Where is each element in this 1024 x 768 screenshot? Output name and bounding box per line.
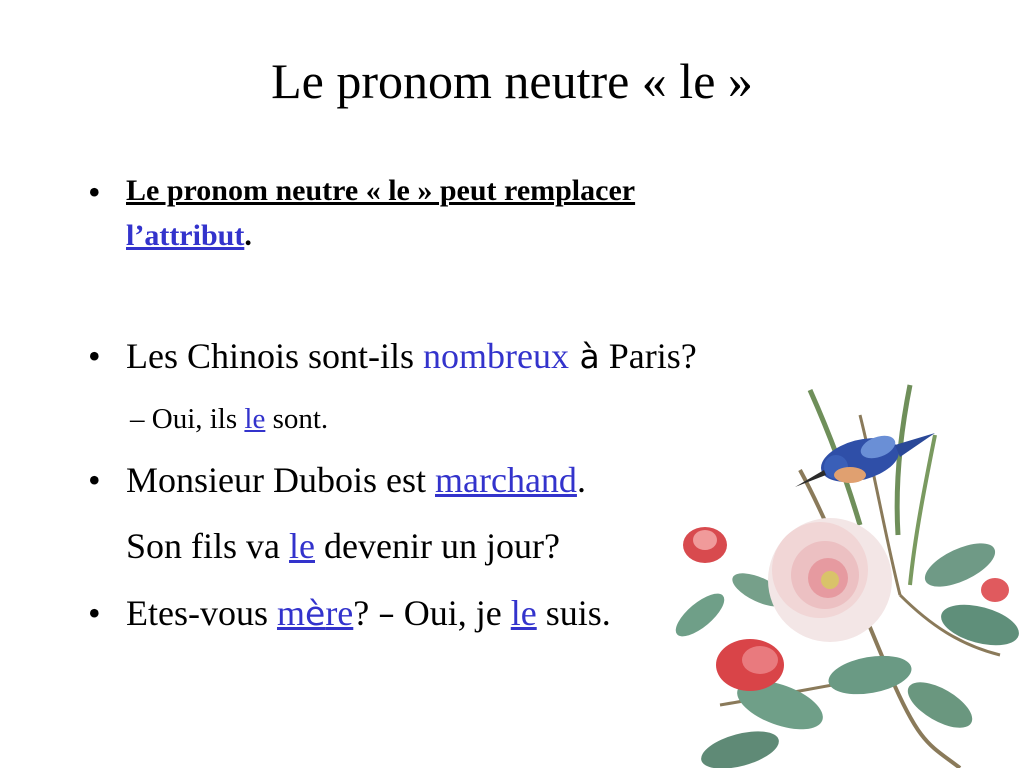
attribut-link[interactable]: l’attribut [126,219,245,252]
bullet-marker: • [88,460,101,500]
link-part: re [325,593,354,633]
text-segment: sont. [265,403,329,435]
bullet-continuation [126,522,560,570]
text-segment: Oui, ils [144,403,245,435]
text-segment: Les Chinois sont-ils [126,336,424,376]
bullet-marker: • [88,336,101,376]
dash: – [378,594,395,633]
bullet-text [126,589,611,638]
text-segment: ? [353,593,379,633]
text-segment: Monsieur Dubois est [126,460,435,500]
bird-and-peony-painting [660,375,1024,768]
text-segment: Paris? [599,336,697,376]
bullet-text [126,332,697,381]
slide-title: Le pronom neutre « le » [271,53,753,109]
link-part: è [305,594,326,633]
text-segment: devenir un jour? [315,526,560,566]
marchand-link[interactable]: marchand [435,460,577,500]
le-link[interactable]: le [289,526,315,566]
text-segment: . [576,460,586,500]
text-segment: Son fils va [126,526,290,566]
text-segment: Oui, je [394,593,511,633]
bullet-text [126,168,635,258]
bullet-marker: • [88,172,101,212]
link-part: m [276,593,305,633]
le-link[interactable]: le [244,403,266,435]
sub-bullet-answer-1 [130,400,328,438]
text-segment: Etes-vous [126,593,277,633]
sub-bullet-marker: – [130,403,145,435]
mere-link[interactable] [277,593,353,633]
highlight-word: nombreux [423,336,569,376]
period: . [244,219,252,252]
bullet-text [126,456,586,504]
bullet-marker: • [88,593,101,633]
le-link[interactable]: le [510,593,537,633]
rule-statement: Le pronom neutre « le » peut remplacer [126,174,636,207]
rule-statement-end [126,213,635,258]
text-segment: suis. [536,593,611,633]
text-segment: à [569,337,600,376]
